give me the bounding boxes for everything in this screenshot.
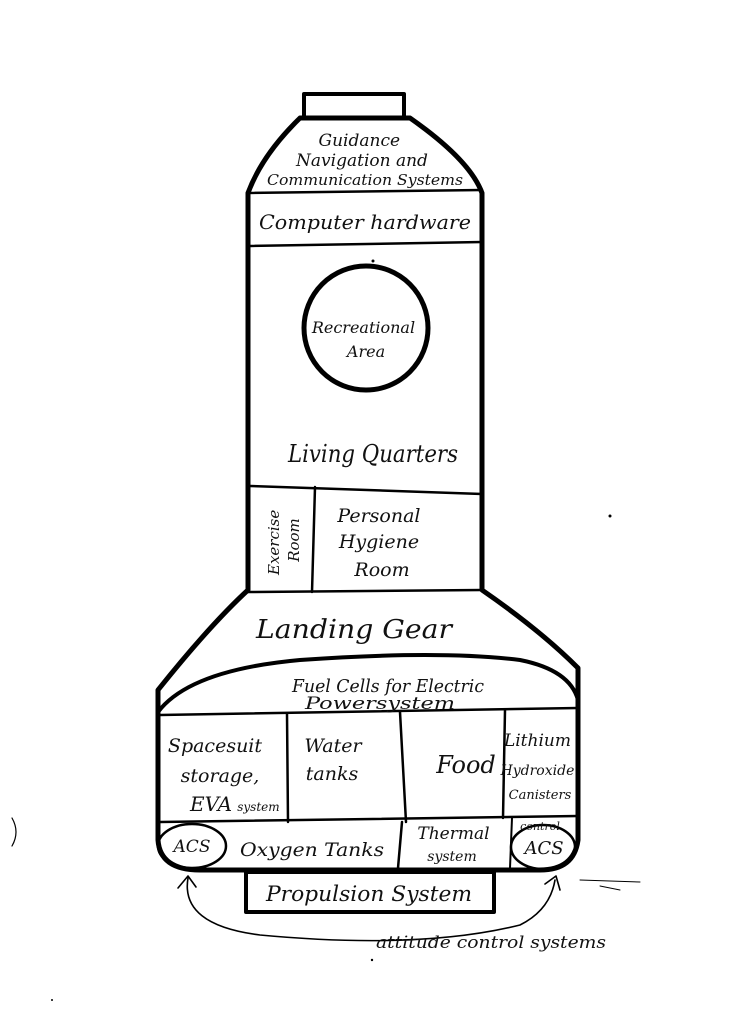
spacesuit-label-eva: EVA (190, 792, 233, 816)
landing-gear-label: Landing Gear (254, 615, 454, 645)
hygiene-label-line1: Personal (337, 505, 421, 527)
svg-text:Thermal system (417, 824, 494, 865)
divider-spacesuit-water (287, 714, 288, 822)
thermal-label-line2: system (427, 849, 477, 865)
spacesuit-label-line2: storage, (180, 765, 260, 787)
svg-text:Guidance Navigation and (295, 131, 428, 171)
control-small-label: control (520, 820, 560, 833)
divider-landing (248, 590, 482, 592)
speck (609, 515, 612, 518)
spacesuit-label-system: system (237, 800, 280, 814)
svg-text:Recreational Area (311, 318, 420, 361)
water-label-line1: Water (304, 735, 362, 757)
lithium-label-line2: Hydroxide (500, 763, 575, 779)
svg-text:EVA system (189, 792, 280, 816)
speck (372, 260, 375, 263)
hygiene-label-line3: Room (354, 559, 410, 581)
recreational-label-line1: Recreational (311, 318, 416, 337)
guidance-label-line3: Communication Systems (267, 171, 464, 189)
top-cap (304, 94, 404, 118)
exercise-label-line2: Room (285, 518, 303, 562)
thermal-label-line1: Thermal (417, 824, 490, 844)
acs-right-label: ACS (524, 838, 564, 859)
exercise-label-line1: Exercise (265, 509, 283, 576)
fuel-cells-label-line2: Powersystem (303, 694, 455, 714)
margin-mark (12, 818, 16, 846)
guidance-label-line1: Guidance (318, 131, 401, 151)
divider-exercise-hygiene (312, 487, 315, 592)
spacesuit-label-line1: Spacesuit (167, 735, 263, 757)
svg-text:Lithium Hydroxide Cani (500, 731, 580, 803)
lithium-label-line1: Lithium (503, 731, 571, 751)
propulsion-label: Propulsion System (264, 882, 472, 906)
svg-text:Water tanks (304, 735, 367, 785)
svg-text:Personal Hygiene Room (336, 505, 426, 581)
divider-living (250, 486, 482, 494)
attitude-control-note: attitude control systems (376, 933, 607, 953)
oxygen-tanks-label: Oxygen Tanks (240, 839, 385, 861)
hygiene-label-line2: Hygiene (338, 531, 420, 553)
lithium-label-line3: Canisters (508, 788, 572, 803)
speck (51, 999, 53, 1001)
food-label: Food (436, 751, 496, 779)
scribble-right (580, 880, 640, 890)
divider-guidance (248, 190, 482, 193)
living-quarters-label: Living Quarters (287, 440, 458, 468)
divider-water-food (400, 712, 406, 822)
acs-left-label: ACS (173, 837, 211, 857)
svg-text:Exercise Room (265, 505, 303, 576)
divider-computer (250, 242, 482, 246)
fuel-cells-label-line1: Fuel Cells for Electric (291, 676, 484, 697)
recreational-label-line2: Area (346, 342, 386, 361)
divider-lower-row (160, 816, 578, 822)
guidance-label-line2: Navigation and (296, 151, 428, 171)
divider-oxygen-thermal (398, 822, 402, 868)
computer-hardware-label: Computer hardware (259, 210, 471, 234)
svg-text:Spacesuit storage, (168, 735, 268, 787)
water-label-line2: tanks (305, 763, 359, 785)
speck (371, 959, 373, 961)
